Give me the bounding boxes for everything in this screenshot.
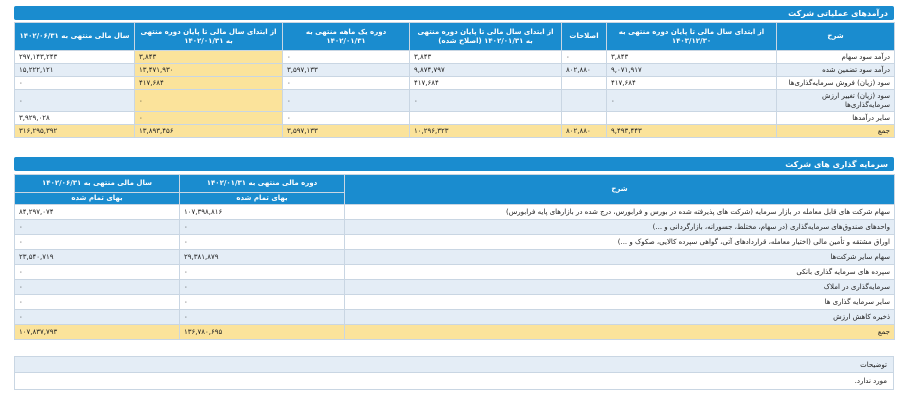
cell: ۰ bbox=[283, 51, 410, 64]
cell bbox=[607, 112, 777, 125]
cell: ۳,۹۲۹,۰۲۸ bbox=[15, 112, 135, 125]
cell: ۱۰۷,۸۳۷,۷۹۳ bbox=[15, 325, 180, 340]
notes-text: مورد ندارد. bbox=[14, 373, 894, 390]
row-label: سهام سایر شرکت‌ها bbox=[345, 250, 895, 265]
cell: ۰ bbox=[283, 112, 410, 125]
header-description: شرح bbox=[345, 175, 895, 205]
cell: ۱۳,۸۹۳,۴۵۶ bbox=[135, 125, 283, 138]
cell: ۳,۵۹۷,۱۳۳ bbox=[283, 64, 410, 77]
operating-income-title: درآمدهای عملیاتی شرکت bbox=[788, 8, 888, 18]
table-row bbox=[15, 295, 895, 310]
total-label: جمع bbox=[345, 325, 895, 340]
cell bbox=[562, 112, 607, 125]
row-label: درآمد سود سهام bbox=[777, 51, 895, 64]
operating-income-table bbox=[14, 22, 895, 138]
cell: ۰ bbox=[15, 295, 180, 310]
cell: ۳,۸۴۳ bbox=[607, 51, 777, 64]
cell: ۰ bbox=[180, 295, 345, 310]
header-description: شرح bbox=[777, 23, 895, 51]
cell: ۳۱۶,۲۹۵,۳۹۲ bbox=[15, 125, 135, 138]
cell: ۳,۵۹۷,۱۳۳ bbox=[283, 125, 410, 138]
cell bbox=[562, 77, 607, 90]
cell bbox=[562, 90, 607, 112]
cell: ۱۰,۲۹۶,۳۲۳ bbox=[410, 125, 562, 138]
cell: ۰ bbox=[180, 220, 345, 235]
cell: ۰ bbox=[180, 235, 345, 250]
cell: ۹,۸۷۴,۷۹۷ bbox=[410, 64, 562, 77]
operating-income-title-bar bbox=[14, 6, 894, 20]
table-row bbox=[15, 265, 895, 280]
header-ytd-1402: از ابتدای سال مالی تا پایان دوره منتهی به ۱۴۰۲/۰۱/۳۱ bbox=[135, 23, 283, 51]
cell: ۰ bbox=[15, 280, 180, 295]
total-row bbox=[15, 325, 895, 340]
header-ytd-1402-restated: از ابتدای سال مالی تا پایان دوره منتهی به ۱۴۰۲/۰۱/۳۱ (اصلاح شده) bbox=[410, 23, 562, 51]
total-row bbox=[15, 125, 895, 138]
cell: ۱۵,۲۲۲,۱۲۱ bbox=[15, 64, 135, 77]
cell: ۴۱۷,۶۸۴ bbox=[410, 77, 562, 90]
subheader-cost: بهای تمام شده bbox=[15, 193, 180, 205]
cell: ۱۳۶,۷۸۰,۶۹۵ bbox=[180, 325, 345, 340]
investments-table bbox=[14, 174, 895, 340]
cell: ۳,۸۴۳ bbox=[135, 51, 283, 64]
total-label: جمع bbox=[777, 125, 895, 138]
cell: ۰ bbox=[135, 112, 283, 125]
row-label: سایر سرمایه گذاری ها bbox=[345, 295, 895, 310]
row-label: واحدهای صندوق‌های سرمایه‌گذاری (در سهام، مختلط، جسورانه، بازارگردانی و ...) bbox=[345, 220, 895, 235]
cell: ۰ bbox=[15, 265, 180, 280]
cell: ۰ bbox=[180, 265, 345, 280]
row-label: ذخیره کاهش ارزش bbox=[345, 310, 895, 325]
table-row bbox=[15, 51, 895, 64]
cell: ۲۹,۳۸۱,۸۷۹ bbox=[180, 250, 345, 265]
investments-title: سرمایه گذاری های شرکت bbox=[785, 159, 888, 169]
cell: ۴۱۷,۶۸۴ bbox=[607, 77, 777, 90]
row-label: سود (زیان) فروش سرمایه‌گذاری‌ها bbox=[777, 77, 895, 90]
table-row bbox=[15, 77, 895, 90]
row-label: سایر درآمدها bbox=[777, 112, 895, 125]
row-label: درآمد سود تضمین شده bbox=[777, 64, 895, 77]
cell: ۹,۰۷۱,۹۱۷ bbox=[607, 64, 777, 77]
notes-panel bbox=[14, 356, 894, 390]
cell: ۰ bbox=[180, 310, 345, 325]
table-row bbox=[15, 220, 895, 235]
table-row bbox=[15, 310, 895, 325]
row-label: سهام شرکت های قابل معامله در بازار سرمایه (شرکت های پذیرفته شده در بورس و فرابورس، درج شده در بازارهای پایه فرابورس) bbox=[345, 205, 895, 220]
cell: ۳,۸۴۳ bbox=[410, 51, 562, 64]
cell: ۰ bbox=[283, 90, 410, 112]
table-row bbox=[15, 90, 895, 112]
header-period-1402: دوره مالی منتهی به ۱۴۰۲/۰۱/۳۱ bbox=[180, 175, 345, 193]
cell: ۹,۴۹۳,۴۴۳ bbox=[607, 125, 777, 138]
row-label: سرمایه‌گذاری در املاک bbox=[345, 280, 895, 295]
cell: ۰ bbox=[562, 51, 607, 64]
row-label: سود (زیان) تغییر ارزش سرمایه‌گذاری‌ها bbox=[777, 90, 895, 112]
cell: ۰ bbox=[15, 235, 180, 250]
header-fy-1402: سال مالی منتهی به ۱۴۰۲/۰۶/۳۱ bbox=[15, 175, 180, 193]
row-label: سپرده های سرمایه گذاری بانکی bbox=[345, 265, 895, 280]
cell: ۰ bbox=[135, 90, 283, 112]
cell: ۰ bbox=[180, 280, 345, 295]
header-ytd-1403: از ابتدای سال مالی تا پایان دوره منتهی به ۱۴۰۳/۱۲/۳۰ bbox=[607, 23, 777, 51]
table-row bbox=[15, 112, 895, 125]
cell: ۰ bbox=[283, 77, 410, 90]
cell: ۱۰۷,۳۹۸,۸۱۶ bbox=[180, 205, 345, 220]
table-row bbox=[15, 280, 895, 295]
header-adjustments: اصلاحات bbox=[562, 23, 607, 51]
header-fy-1402: سال مالی منتهی به ۱۴۰۲/۰۶/۳۱ bbox=[15, 23, 135, 51]
cell: ۰ bbox=[15, 310, 180, 325]
table-row bbox=[15, 235, 895, 250]
header-one-month-1402: دوره یک ماهه منتهی به ۱۴۰۲/۰۱/۳۱ bbox=[283, 23, 410, 51]
investments-title-bar bbox=[14, 157, 894, 171]
cell: ۴۱۷,۶۸۴ bbox=[135, 77, 283, 90]
cell: ۸۰۲,۸۸۰ bbox=[562, 125, 607, 138]
table-row bbox=[15, 205, 895, 220]
notes-title: توضیحات bbox=[14, 356, 894, 373]
row-label: اوراق مشتقه و تأمین مالی (اختیار معامله، قراردادهای آتی، گواهی سپرده کالایی، صکوک و ...) bbox=[345, 235, 895, 250]
cell: ۲۳,۵۴۰,۷۱۹ bbox=[15, 250, 180, 265]
table-row bbox=[15, 64, 895, 77]
cell: ۸۰۲,۸۸۰ bbox=[562, 64, 607, 77]
cell: ۰ bbox=[15, 220, 180, 235]
cell: ۸۴,۲۹۷,۰۷۴ bbox=[15, 205, 180, 220]
cell: ۰ bbox=[607, 90, 777, 112]
subheader-cost: بهای تمام شده bbox=[180, 193, 345, 205]
table-row bbox=[15, 250, 895, 265]
cell: ۰ bbox=[15, 77, 135, 90]
cell: ۱۳,۴۷۱,۹۳۰ bbox=[135, 64, 283, 77]
cell bbox=[410, 112, 562, 125]
cell: ۰ bbox=[410, 90, 562, 112]
cell: ۲۹۷,۱۴۳,۲۴۳ bbox=[15, 51, 135, 64]
cell: ۰ bbox=[15, 90, 135, 112]
